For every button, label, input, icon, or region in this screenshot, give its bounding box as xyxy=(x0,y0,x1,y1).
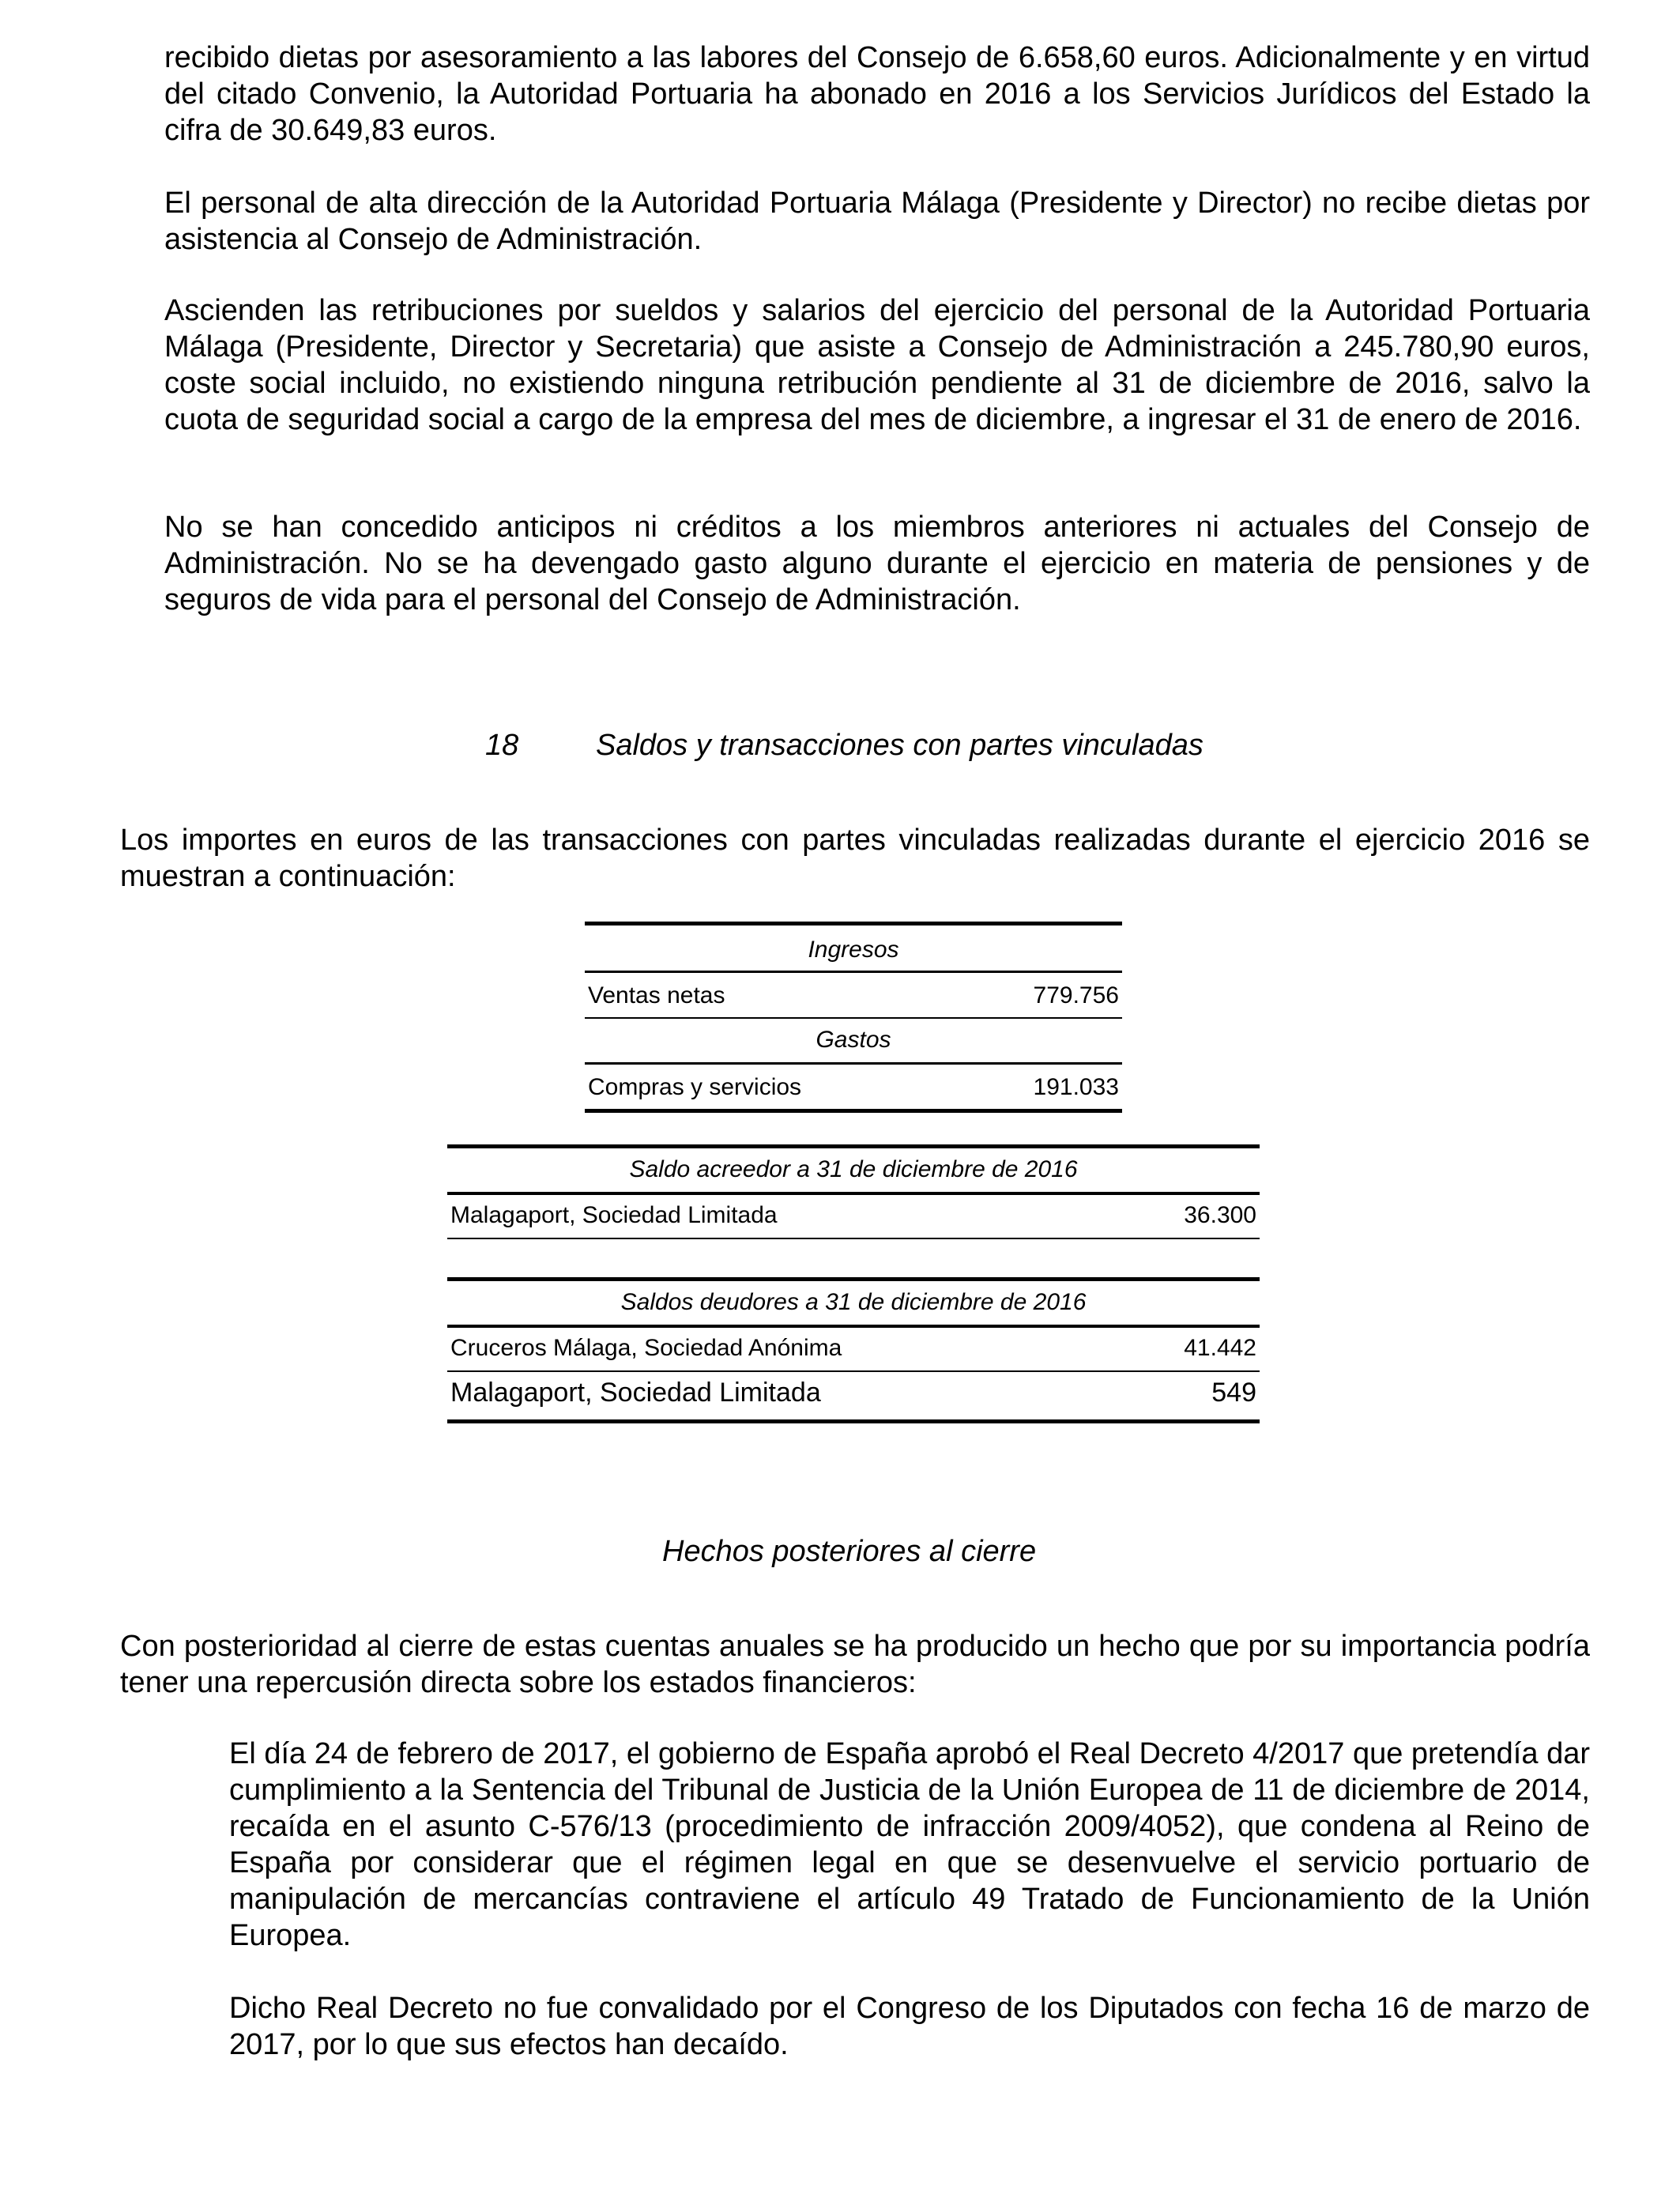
paragraph-alta-direccion: El personal de alta dirección de la Autoridad Portuaria Málaga (Presidente y Director) no recibe dietas por asistencia al Consejo de Administración. xyxy=(164,187,1590,256)
transactions-table xyxy=(585,922,1122,1116)
table-top-rule xyxy=(447,1277,1260,1281)
hechos-heading: Hechos posteriores al cierre xyxy=(662,1535,1037,1568)
row-label: Malagaport, Sociedad Limitada xyxy=(450,1378,821,1408)
row-label: Malagaport, Sociedad Limitada xyxy=(450,1202,778,1228)
row-value: 36.300 xyxy=(1184,1202,1256,1228)
table-top-rule xyxy=(585,922,1122,925)
table-rule xyxy=(585,1017,1122,1019)
row-value: 41.442 xyxy=(1184,1335,1256,1361)
paragraph-dietas: recibido dietas por asesoramiento a las labores del Consejo de 6.658,60 euros. Adicionalmente y en virtud del citado Convenio, la Autoridad Portuaria ha abonado en 2016 a los Servicios Jurídicos del Estado la cifra de 30.649,83 euros. xyxy=(164,41,1590,147)
table-row xyxy=(585,1072,1122,1103)
table-bottom-rule xyxy=(447,1419,1260,1423)
row-label: Ventas netas xyxy=(588,982,725,1008)
section-number: 18 xyxy=(485,729,519,762)
gastos-caption: Gastos xyxy=(816,1027,891,1053)
table-rule xyxy=(447,1192,1260,1195)
row-value: 549 xyxy=(1211,1378,1256,1408)
section-18-heading xyxy=(485,729,1354,765)
hechos-paragraph-convalidacion: Dicho Real Decreto no fue convalidado por el Congreso de los Diputados con fecha 16 de marzo de 2017, por lo que sus efectos han decaído. xyxy=(229,1992,1590,2061)
table-bottom-rule xyxy=(447,1238,1260,1239)
table-row xyxy=(447,1200,1260,1231)
section-title: Saldos y transacciones con partes vinculadas xyxy=(596,729,1203,762)
hechos-paragraph-real-decreto: El día 24 de febrero de 2017, el gobierno de España aprobó el Real Decreto 4/2017 que pretendía dar cumplimiento a la Sentencia del Tribunal de Justicia de la Unión Europea de 11 de diciembre de 2014, recaída en el asunto C-576/13 (procedimiento de infracción 2009/4052), que condena al Reino de España por considerar que el régimen legal en que se desenvuelve el servicio portuario de manipulación de mercancías contraviene el artículo 49 Tratado de Funcionamiento de la Unión Europea. xyxy=(229,1737,1590,1952)
deudores-caption: Saldos deudores a 31 de diciembre de 2016 xyxy=(620,1289,1087,1315)
ingresos-caption: Ingresos xyxy=(808,937,899,963)
table-rule xyxy=(447,1325,1260,1328)
table-rule xyxy=(447,1370,1260,1372)
row-label: Cruceros Málaga, Sociedad Anónima xyxy=(450,1335,842,1361)
row-label: Compras y servicios xyxy=(588,1074,802,1100)
table-row xyxy=(585,980,1122,1012)
paragraph-anticipos: No se han concedido anticipos ni créditos a los miembros anteriores ni actuales del Consejo de Administración. No se ha devengado gasto alguno durante el ejercicio en materia de pensiones y de seguros de vida para el personal del Consejo de Administración. xyxy=(164,511,1590,616)
paragraph-retribuciones: Ascienden las retribuciones por sueldos y salarios del ejercicio del personal de la Autoridad Portuaria Málaga (Presidente, Director y Secretaria) que asiste a Consejo de Administración a 245.780,90 euros, coste social incluido, no existiendo ninguna retribución pendiente al 31 de diciembre de 2016, salvo la cuota de seguridad social a cargo de la empresa del mes de diciembre, a ingresar el 31 de enero de 2016. xyxy=(164,294,1590,436)
table-top-rule xyxy=(447,1144,1260,1148)
table-bottom-rule xyxy=(585,1109,1122,1113)
acreedor-table xyxy=(447,1144,1260,1242)
row-value: 191.033 xyxy=(1033,1074,1119,1100)
acreedor-caption: Saldo acreedor a 31 de diciembre de 2016 xyxy=(629,1156,1078,1182)
table-row xyxy=(447,1377,1260,1408)
table-rule xyxy=(585,1062,1122,1065)
table-rule xyxy=(585,971,1122,973)
row-value: 779.756 xyxy=(1033,982,1119,1008)
deudores-table xyxy=(447,1277,1260,1424)
hechos-intro: Con posterioridad al cierre de estas cuentas anuales se ha producido un hecho que por su importancia podría tener una repercusión directa sobre los estados financieros: xyxy=(120,1630,1590,1699)
table-row xyxy=(447,1333,1260,1364)
section-18-intro: Los importes en euros de las transacciones con partes vinculadas realizadas durante el ejercicio 2016 se muestran a continuación: xyxy=(120,824,1590,893)
